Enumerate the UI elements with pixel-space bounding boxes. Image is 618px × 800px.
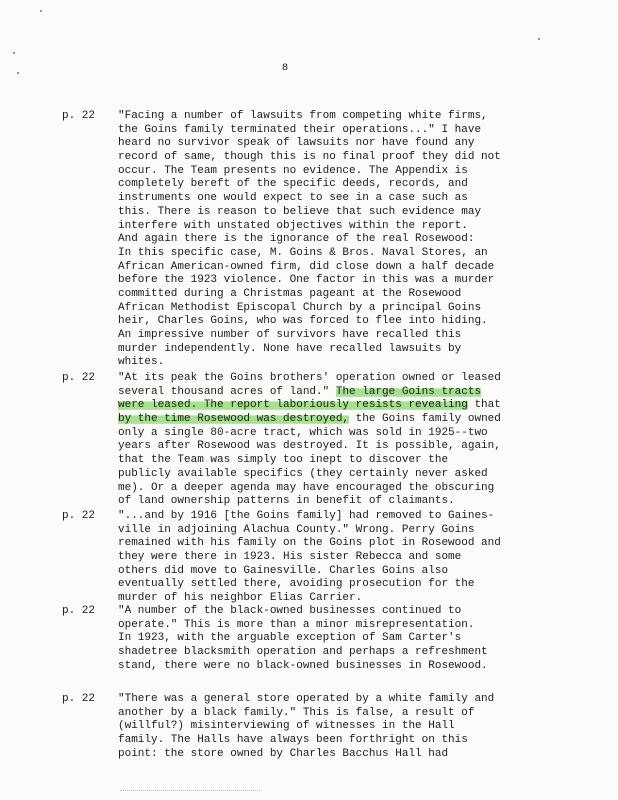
page-reference: p. 22 <box>62 510 96 522</box>
text-line <box>118 399 558 413</box>
text-line: In 1923, with the arguable exception of Sam Carter's <box>118 632 462 645</box>
text-line: "There was a general store operated by a white family and <box>118 693 495 705</box>
text-line: committed during a Christmas pageant at the Rosewood <box>118 287 462 300</box>
text-line: occur. The Team presents no evidence. The Appendix is <box>118 164 468 177</box>
text-line: "...and by 1916 [the Goins family] had removed to Gaines- <box>118 510 495 522</box>
text-line: And again there is the ignorance of the real Rosewood: <box>118 233 475 246</box>
scan-speck <box>538 38 540 40</box>
scan-speck <box>17 72 19 74</box>
text-line: family. The Halls have always been forthright on this <box>118 734 468 747</box>
text-line: (willful?) misinterviewing of witnesses in the Hall <box>118 720 455 733</box>
text-line: stand, there were no black-owned businesses in Rosewood. <box>118 659 488 672</box>
highlighted-text: The large Goins tracts <box>335 385 482 398</box>
text-line: only a single 80-acre tract, which was sold in 1925--two <box>118 426 488 439</box>
text-line: this. There is reason to believe that such evidence may <box>118 205 482 218</box>
text-line: remained with his family on the Goins plot in Rosewood and <box>118 537 501 550</box>
text-line: before the 1923 violence. One factor in this was a murder <box>118 274 495 287</box>
annotation-text <box>118 693 558 761</box>
text-plain: "At its peak the Goins brothers' operation owned or leased <box>118 372 501 384</box>
text-line: point: the store owned by Charles Bacchus Hall had <box>118 747 449 760</box>
text-line: another by a black family." This is false, a result of <box>118 706 475 719</box>
text-line: operate." This is more than a minor misrepresentation. <box>118 618 475 631</box>
text-plain: several thousand acres of land." <box>118 385 336 398</box>
text-line: heir, Charles Goins, who was forced to flee into hiding. <box>118 315 488 328</box>
text-line: years after Rosewood was destroyed. It is possible, again, <box>118 440 501 453</box>
text-line: interfere with unstated objectives within the report. <box>118 219 468 232</box>
text-line <box>118 372 558 386</box>
page-reference: p. 22 <box>62 693 96 705</box>
text-line: of land ownership patterns in benefit of claimants. <box>118 495 455 508</box>
text-line: African Methodist Episcopal Church by a principal Goins <box>118 301 482 314</box>
text-line: instruments one would expect to see in a case such as <box>118 192 468 205</box>
text-line: In this specific case, M. Goins & Bros. Naval Stores, an <box>118 246 488 259</box>
text-line: others did move to Gainesville. Charles Goins also <box>118 564 449 577</box>
text-line: ville in adjoining Alachua County." Wrong. Perry Goins <box>118 523 475 536</box>
text-line <box>118 386 558 400</box>
page-reference: p. 22 <box>62 605 96 617</box>
text-line: "Facing a number of lawsuits from competing white firms, <box>118 110 488 122</box>
text-line: African American-owned firm, did close down a half decade <box>118 260 495 273</box>
page-reference: p. 22 <box>62 372 96 384</box>
text-line: heard no survivor speak of lawsuits nor have found any <box>118 137 475 150</box>
text-line: record of same, though this is no final proof they did not <box>118 151 501 164</box>
page-number: 8 <box>281 62 289 74</box>
page-reference: p. 22 <box>62 110 96 122</box>
annotation-text <box>118 510 558 606</box>
annotation-text <box>118 372 558 509</box>
text-line: murder independently. None have recalled lawsuits by <box>118 342 462 355</box>
text-line <box>118 413 558 427</box>
scan-speck <box>40 10 42 12</box>
text-line: publicly available specifics (they certainly never asked <box>118 467 488 480</box>
highlighted-text: were leased. The report laboriously resists revealing <box>118 399 468 412</box>
text-line: me). Or a deeper agenda may have encouraged the obscuring <box>118 481 495 494</box>
annotation-text <box>118 605 558 673</box>
text-line: An impressive number of survivors have recalled this <box>118 329 462 341</box>
text-line: "A number of the black-owned businesses continued to <box>118 605 462 617</box>
text-plain: the Goins family owned <box>349 413 501 426</box>
text-line: shadetree blacksmith operation and perhaps a refreshment <box>118 646 488 659</box>
text-line: eventually settled there, avoiding prosecution for the <box>118 578 475 591</box>
scan-speck <box>13 52 15 54</box>
scan-artifact-line <box>120 790 260 792</box>
text-plain: that <box>467 399 501 412</box>
text-line: the Goins family terminated their operations..." I have <box>118 123 482 136</box>
text-line: completely bereft of the specific deeds, records, and <box>118 178 468 191</box>
text-line: they were there in 1923. His sister Rebecca and some <box>118 551 462 564</box>
annotation-text <box>118 110 558 370</box>
highlighted-text: by the time Rosewood was destroyed, <box>118 413 350 426</box>
text-line: that the Team was simply too inept to discover the <box>118 454 449 467</box>
text-line: whites. <box>118 356 165 369</box>
text-line: murder of his neighbor Elias Carrier. <box>118 592 363 605</box>
